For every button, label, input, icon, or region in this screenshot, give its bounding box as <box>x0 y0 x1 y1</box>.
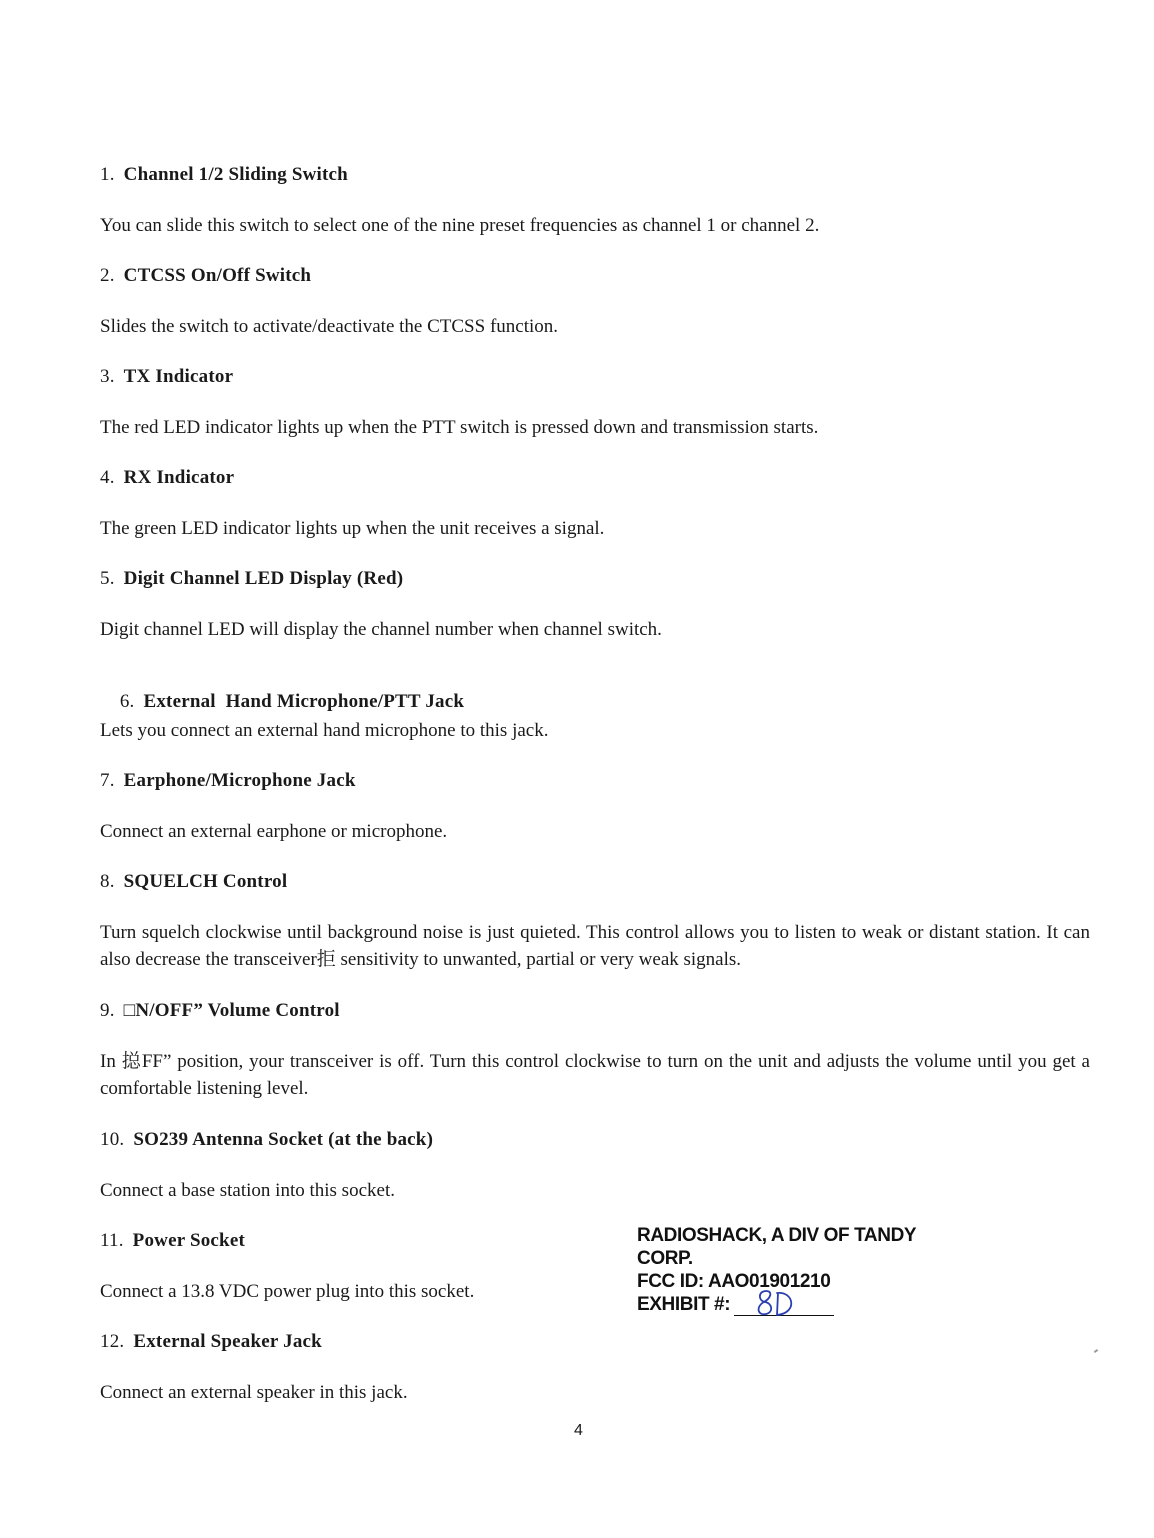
scan-speck <box>1094 1349 1098 1353</box>
section-title: □N/OFF” Volume Control <box>123 1000 340 1021</box>
section-heading <box>100 467 234 489</box>
section-heading <box>100 568 403 590</box>
stamp-company-line-2: CORP. <box>637 1248 693 1269</box>
section-title: Earphone/Microphone Jack <box>123 770 356 791</box>
fcc-stamp <box>637 1224 957 1316</box>
stamp-company-line: RADIOSHACK, A DIV OF TANDY <box>637 1225 917 1246</box>
section-number: 9. <box>100 1000 115 1021</box>
section-heading <box>100 265 311 287</box>
section-title: CTCSS On/Off Switch <box>123 265 312 286</box>
section-heading <box>100 1000 340 1022</box>
section-title: SQUELCH Control <box>123 871 288 892</box>
section-number: 11. <box>100 1230 124 1251</box>
section-body: You can slide this switch to select one of the nine preset frequencies as channel 1 or channel 2. <box>100 215 820 236</box>
section-title: SO239 Antenna Socket (at the back) <box>133 1129 434 1150</box>
section-number: 5. <box>100 568 115 589</box>
section-heading <box>100 1230 245 1252</box>
section-body: Connect an external earphone or microphone. <box>100 821 448 842</box>
section-title: External Hand Microphone/PTT Jack <box>143 691 465 712</box>
section-body: Connect a 13.8 VDC power plug into this socket. <box>100 1281 475 1302</box>
section-number: 10. <box>100 1129 125 1150</box>
section-heading <box>100 1331 322 1353</box>
section-number: 12. <box>100 1331 125 1352</box>
section-body: Digit channel LED will display the channel number when channel switch. <box>100 619 662 640</box>
stamp-exhibit-row <box>637 1293 957 1316</box>
section-body: Lets you connect an external hand microphone to this jack. <box>100 720 549 741</box>
page-number: 4 <box>574 1422 583 1439</box>
handwritten-exhibit-number <box>752 1285 802 1321</box>
section-title: Channel 1/2 Sliding Switch <box>123 164 348 185</box>
section-title: RX Indicator <box>123 467 235 488</box>
section-number: 2. <box>100 265 115 286</box>
stamp-fcc-id: FCC ID: AAO01901210 <box>637 1271 831 1292</box>
section-number: 1. <box>100 164 115 185</box>
section-body: Connect an external speaker in this jack. <box>100 1382 408 1403</box>
section-heading <box>100 1129 433 1151</box>
section-number: 6. <box>119 691 135 712</box>
section-body: Connect a base station into this socket. <box>100 1180 395 1201</box>
section-body: The green LED indicator lights up when the unit receives a signal. <box>100 518 605 539</box>
section-number: 3. <box>100 366 115 387</box>
section-number: 7. <box>100 770 115 791</box>
section-number: 4. <box>100 467 115 488</box>
section-body: Turn squelch clockwise until background noise is just quieted. This control allows you to listen to weak or distant station. It can also decrease the transceiver拒 sensitivity to unwanted, partial or very weak signals. <box>100 922 1090 970</box>
section-title: Power Socket <box>132 1230 245 1251</box>
section-heading <box>100 770 356 792</box>
section-title: TX Indicator <box>123 366 234 387</box>
section-title: Digit Channel LED Display (Red) <box>123 568 404 589</box>
stamp-exhibit-label: EXHIBIT #: <box>637 1294 731 1315</box>
section-body: In 搃FF” position, your transceiver is off. Turn this control clockwise to turn on the unit and adjusts the volume until you get a comfortable listening level. <box>100 1051 1090 1099</box>
section-heading <box>100 871 287 893</box>
section-number: 8. <box>100 871 115 892</box>
section-heading <box>100 366 233 388</box>
section-heading <box>100 164 348 186</box>
section-body: The red LED indicator lights up when the PTT switch is pressed down and transmission starts. <box>100 417 819 438</box>
section-title: External Speaker Jack <box>133 1331 322 1352</box>
section-body: Slides the switch to activate/deactivate the CTCSS function. <box>100 316 559 337</box>
exhibit-blank <box>734 1293 834 1316</box>
